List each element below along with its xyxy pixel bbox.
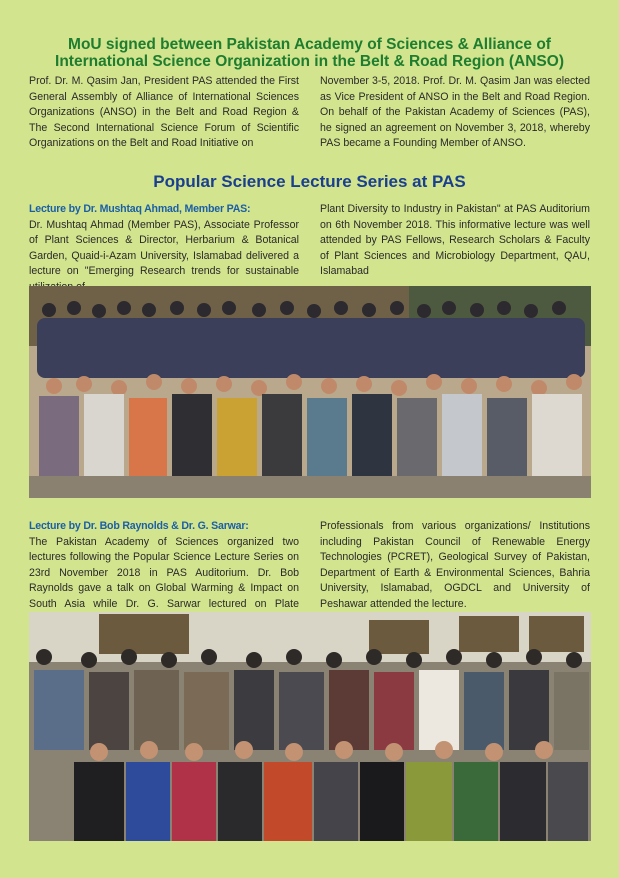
mou-text-left: Prof. Dr. M. Qasim Jan, President PAS attended the First General Assembly of Alliance of International Sciences Organizations (ANSO) in the Belt and Road Region & The Second International Science Forum of Scientific Organizations on the Belt and Road Initiative on <box>29 75 299 150</box>
section-title-mou: MoU signed between Pakistan Academy of Sciences & Alliance of International Science Organization in the Belt & Road Region (ANSO) <box>55 36 564 70</box>
lecture2-text-right: Professionals from various organizations/ Institutions including Pakistan Council of Renewable Energy Technologies (PCRET), Geological Survey of Pakistan, Department of Earth & Environmental Sciences, Bahria University, Islamabad, OGDCL and University of Peshawar attended the lecture. <box>320 520 590 610</box>
lecture1-text-left: Dr. Mushtaq Ahmad (Member PAS), Associate Professor of Plant Sciences & Director, Herbarium & Botanical Garden, Quaid-i-Azam University, Islamabad delivered a lecture on "Emerging Research trends for sustainable <box>29 218 299 278</box>
lecture2-text-left: The Pakistan Academy of Sciences organized two lectures following the Popular Science Lecture Series on 23rd November 2018 in PAS Auditorium. Dr. Bob Raynolds gave a talk on Global Warming & Impact on South Asia while Dr. G. Sarwar lectured on Plate <box>29 535 299 610</box>
lecture2-heading: Lecture by Dr. Bob Raynolds & Dr. G. Sarwar: <box>29 520 249 532</box>
section-title-lecture-series: Popular Science Lecture Series at PAS <box>153 172 466 191</box>
lecture1-heading: Lecture by Dr. Mushtaq Ahmad, Member PAS: <box>29 203 251 215</box>
group-photo-lecture1 <box>29 286 591 498</box>
mou-text-right: November 3-5, 2018. Prof. Dr. M. Qasim Jan was elected as Vice President of ANSO in the Belt and Road Region. On behalf of the Pakistan Academy of Sciences (PAS), he signed an agreement on November 3, 2018, whereby PAS became a Founding Member of ANSO. <box>320 75 590 150</box>
group-photo-lecture2 <box>29 612 591 841</box>
lecture1-left <box>29 202 299 296</box>
lecture1-text-right: Plant Diversity to Industry in Pakistan" at PAS Auditorium on 6th November 2018. This informative lecture was well attended by PAS Fellows, Research Scholars & Faculty of Plant Sciences and Microbiology Department, QAU, Islamabad <box>320 203 590 278</box>
